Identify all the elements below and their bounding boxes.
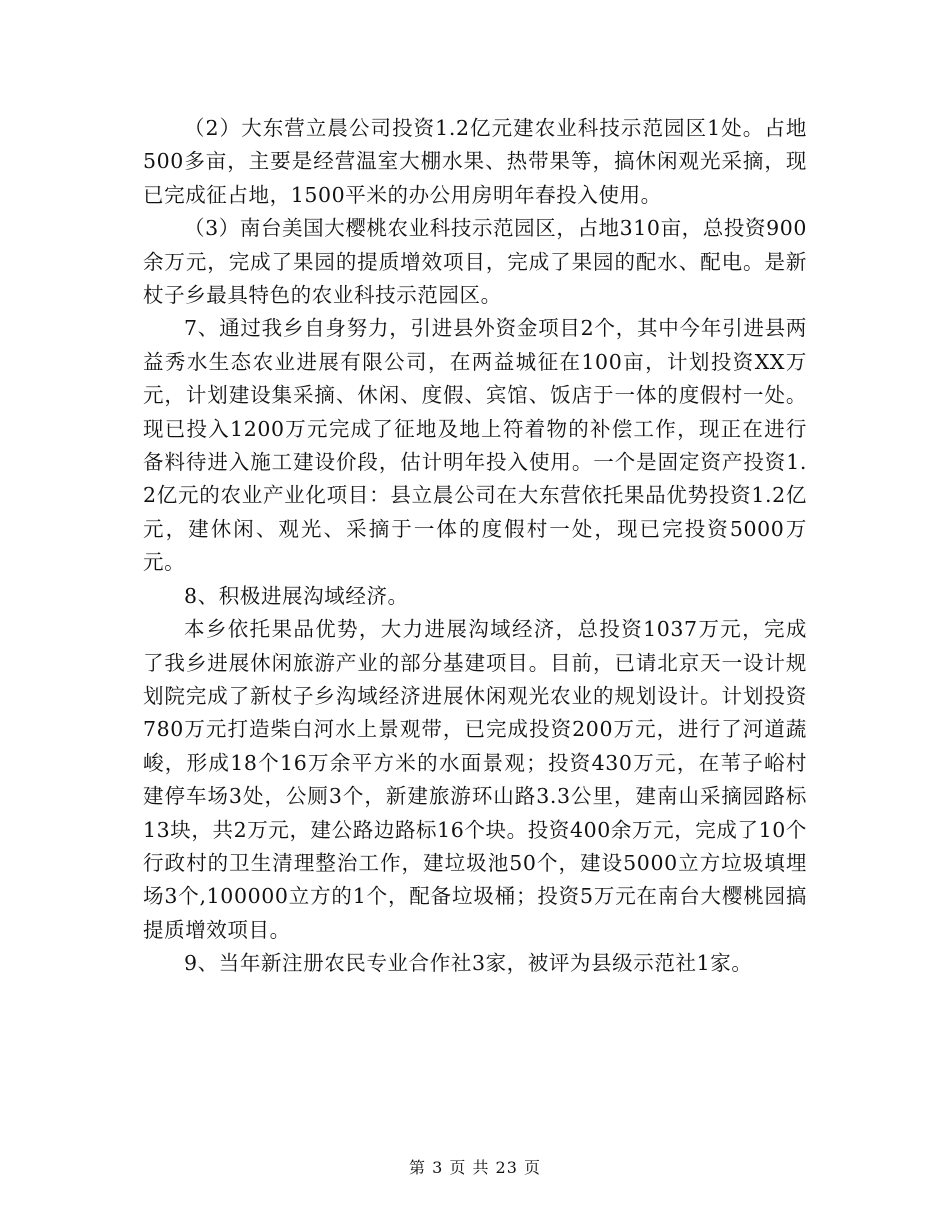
paragraph-section-7: 7、通过我乡自身努力，引进县外资金项目2个，其中今年引进县两益秀水生态农业进展有限公司，在两益城征在100亩，计划投资XX万元，计划建设集采摘、休闲、度假、宾馆、饭店于一体的度假村一处。现已投入1200万元完成了征地及地上符着物的补偿工作，现正在进行备料待进入施工建设价段，估计明年投入使用。一个是固定资产投资1.2亿元的农业产业化项目：县立晨公司在大东营依托果品优势投资1.2亿元，建休闲、观光、采摘于一体的度假村一处，现已完投资5000万元。 (143, 316, 807, 575)
document-body (143, 112, 807, 981)
paragraph-item-3: （3）南台美国大樱桃农业科技示范园区，占地310亩，总投资900余万元，完成了果园的提质增效项目，完成了果园的配水、配电。是新杖子乡最具特色的农业科技示范园区。 (143, 216, 807, 308)
page-number-text: 第 3 页 共 23 页 (409, 1158, 541, 1177)
paragraph-section-8-body: 本乡依托果品优势，大力进展沟域经济，总投资1037万元，完成了我乡进展休闲旅游产业的部分基建项目。目前，已请北京天一设计规划院完成了新杖子乡沟域经济进展休闲观光农业的规划设计。计划投资780万元打造柴白河水上景观带，已完成投资200万元，进行了河道蔬峻，形成18个16万余平方米的水面景观；投资430万元，在苇子峪村建停车场3处，公厕3个，新建旅游环山路3.3公里，建南山采摘园路标13块，共2万元，建公路边路标16个块。投资400余万元，完成了10个行政村的卫生清理整治工作，建垃圾池50个，建设5000立方垃圾填埋场3个,100000立方的1个，配备垃圾桶；投资5万元在南台大樱桃园搞提质增效项目。 (143, 617, 807, 942)
paragraph-section-9: 9、当年新注册农民专业合作社3家，被评为县级示范社1家。 (184, 951, 753, 976)
paragraph-item-2: （2）大东营立晨公司投资1.2亿元建农业科技示范园区1处。占地500多亩，主要是经营温室大棚水果、热带果等，搞休闲观光采摘，现已完成征占地，1500平米的办公用房明年春投入使用。 (143, 116, 807, 207)
paragraph-section-8-heading: 8、积极进展沟域经济。 (184, 583, 409, 608)
page-number-footer (0, 1155, 950, 1178)
